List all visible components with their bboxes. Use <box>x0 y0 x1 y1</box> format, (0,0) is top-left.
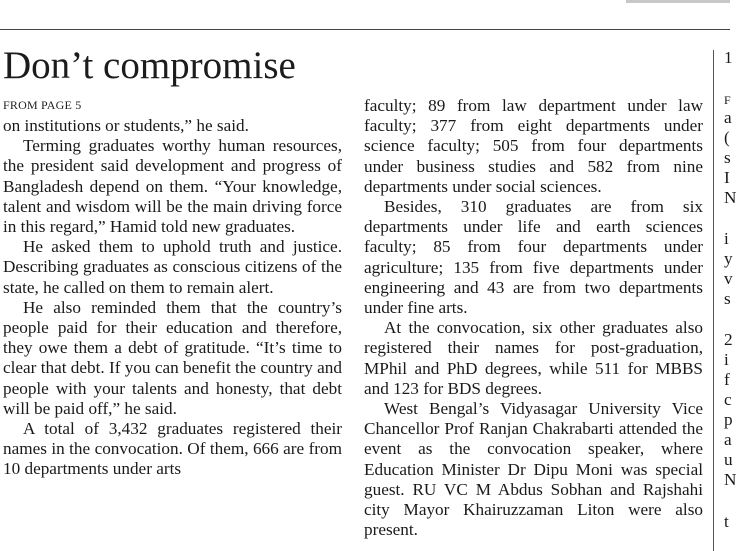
fragment-letter: p <box>724 410 733 429</box>
paragraph: He asked them to uphold truth and justice. Describing graduates as conscious citizens of the state, he called on them to remain alert. <box>3 237 342 297</box>
fragment-letter: 1 <box>724 48 733 67</box>
fragment-letter: f <box>724 370 730 389</box>
paragraph: At the convocation, six other graduates also registered their names for post-graduation, MPhil and PhD degrees, while 511 for MBBS and 123 for BDS degrees. <box>364 318 703 398</box>
fragment-letter: F <box>724 93 731 107</box>
fragment-letter: i <box>724 229 729 248</box>
headline: Don’t compromise <box>3 44 296 87</box>
fragment-letter: y <box>724 249 733 268</box>
top-rule <box>0 29 730 30</box>
fragment-letter: u <box>724 450 733 469</box>
fragment-letter: c <box>724 390 732 409</box>
paragraph: faculty; 89 from law department under law faculty; 377 from eight departments under science faculty; 505 from four departments under business studies and 582 from nine departments under social sciences. <box>364 96 703 196</box>
fragment-letter: I <box>724 168 730 187</box>
continued-from-label: FROM PAGE 5 <box>3 98 82 112</box>
paragraph: Besides, 310 graduates are from six departments under life and earth sciences faculty; 85 from four departments under agriculture; 135 from five departments under engineering and 43 are from two departments under fine arts. <box>364 197 703 318</box>
article-column-2 <box>364 96 703 540</box>
column-divider <box>713 50 714 551</box>
fragment-letter: 2 <box>724 330 733 349</box>
article-column-1 <box>3 116 342 480</box>
fragment-letter: i <box>724 350 729 369</box>
paragraph: on institutions or students,” he said. <box>3 116 249 135</box>
paragraph: A total of 3,432 graduates registered their names in the convocation. Of them, 666 are from 10 departments under arts <box>3 419 342 479</box>
fragment-letter: N <box>724 188 736 207</box>
top-edge-fragment <box>626 0 730 3</box>
fragment-letter: v <box>724 269 733 288</box>
adjacent-column-fragment <box>724 0 734 551</box>
fragment-letter: t <box>724 512 729 531</box>
paragraph: Terming graduates worthy human resources, the president said development and progress of Bangladesh depend on them. “Your knowledge, talent and wisdom will be the main driving force in this regard,” Hamid told new graduates. <box>3 136 342 237</box>
fragment-letter: a <box>724 430 732 449</box>
fragment-letter: ( <box>724 128 730 147</box>
fragment-letter: s <box>724 148 731 167</box>
fragment-letter: a <box>724 108 732 127</box>
fragment-letter: N <box>724 470 736 489</box>
fragment-letter: s <box>724 289 731 308</box>
paragraph: He also reminded them that the country’s people paid for their education and therefore, they owe them a debt of gratitude. “It’s time to clear that debt. If you can benefit the country and people with your talents and honesty, that debt will be paid off,” he said. <box>3 297 342 418</box>
paragraph: West Bengal’s Vidyasagar University Vice Chancellor Prof Ranjan Chakrabarti attended the event as the convocation speaker, where Education Minister Dr Dipu Moni was special guest. RU VC M Abdus Sobhan and Rajshahi city Mayor Khairuzzaman Liton were also present. <box>364 399 703 540</box>
